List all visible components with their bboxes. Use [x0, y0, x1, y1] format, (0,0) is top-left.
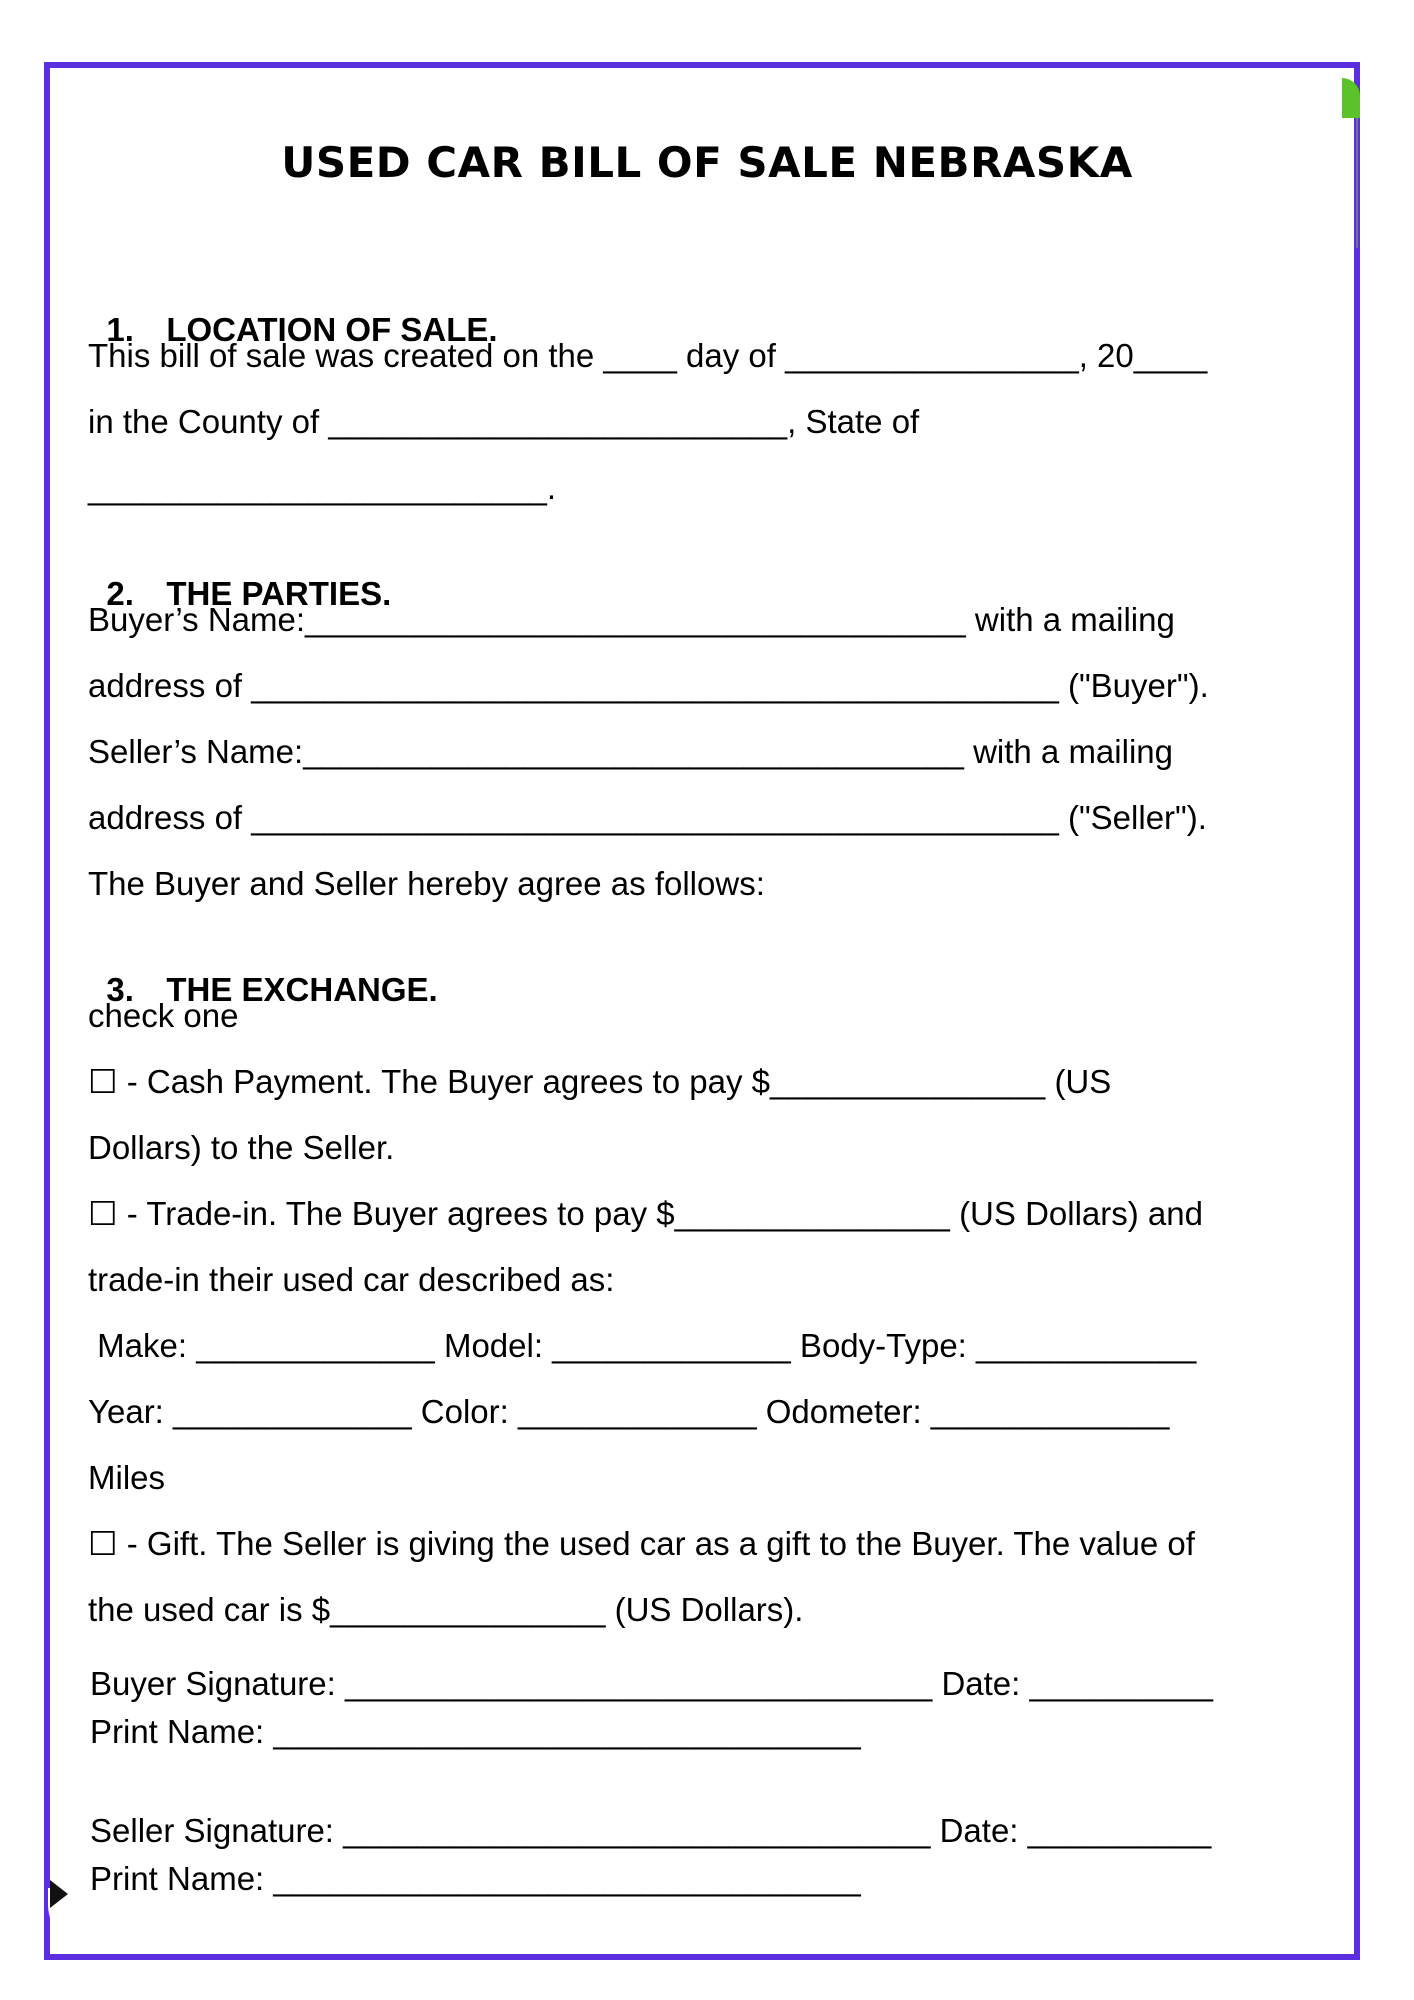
buyer-name-line: Buyer’s Name:____________________________________ with a mailing	[88, 601, 1175, 638]
buyer-print-name-line: Print Name: ________________________________	[90, 1713, 861, 1750]
seller-signature-line: Seller Signature: ________________________________ Date: __________	[90, 1812, 1212, 1849]
check-one-instruction: check one	[88, 997, 239, 1034]
seller-address-line: address of ____________________________________________ ("Seller").	[88, 799, 1207, 836]
agreement-statement: The Buyer and Seller hereby agree as follows:	[88, 865, 765, 902]
location-line-state: _________________________.	[88, 469, 556, 506]
section-number: 1.	[106, 311, 134, 348]
triangle-marker-icon	[50, 1880, 68, 1908]
document-title: USED CAR BILL OF SALE NEBRASKA	[281, 138, 1133, 187]
seller-print-name-line: Print Name: ________________________________	[90, 1860, 861, 1897]
buyer-address-line: address of ____________________________________________ ("Buyer").	[88, 667, 1209, 704]
cash-payment-option-cont: Dollars) to the Seller.	[88, 1129, 395, 1166]
buyer-signature-line: Buyer Signature: ________________________________ Date: __________	[90, 1665, 1214, 1702]
gift-option-cont: the used car is $_______________ (US Dollars).	[88, 1591, 804, 1628]
trade-in-option-cont: trade-in their used car described as:	[88, 1261, 615, 1298]
cash-payment-option: ☐ - Cash Payment. The Buyer agrees to pay $_______________ (US	[88, 1063, 1112, 1100]
trade-in-option: ☐ - Trade-in. The Buyer agrees to pay $_______________ (US Dollars) and	[88, 1195, 1203, 1232]
seller-name-line: Seller’s Name:____________________________________ with a mailing	[88, 733, 1173, 770]
location-line-county: in the County of _________________________, State of	[88, 403, 920, 440]
section-number: 2.	[106, 575, 134, 612]
section-title: LOCATION OF SALE.	[166, 311, 498, 348]
section-title: THE EXCHANGE.	[166, 971, 438, 1008]
vehicle-details-line: Miles	[88, 1459, 166, 1496]
section-title: THE PARTIES.	[166, 575, 392, 612]
location-line-date: This bill of sale was created on the ____ day of ________________, 20____	[88, 337, 1208, 374]
section-number: 3.	[106, 971, 134, 1008]
vehicle-details-line: Make: _____________ Model: _____________ Body-Type: ____________	[88, 1327, 1197, 1364]
vehicle-details-line: Year: _____________ Color: _____________ Odometer: _____________	[88, 1393, 1170, 1430]
gift-option: ☐ - Gift. The Seller is giving the used car as a gift to the Buyer. The value of	[88, 1525, 1195, 1562]
